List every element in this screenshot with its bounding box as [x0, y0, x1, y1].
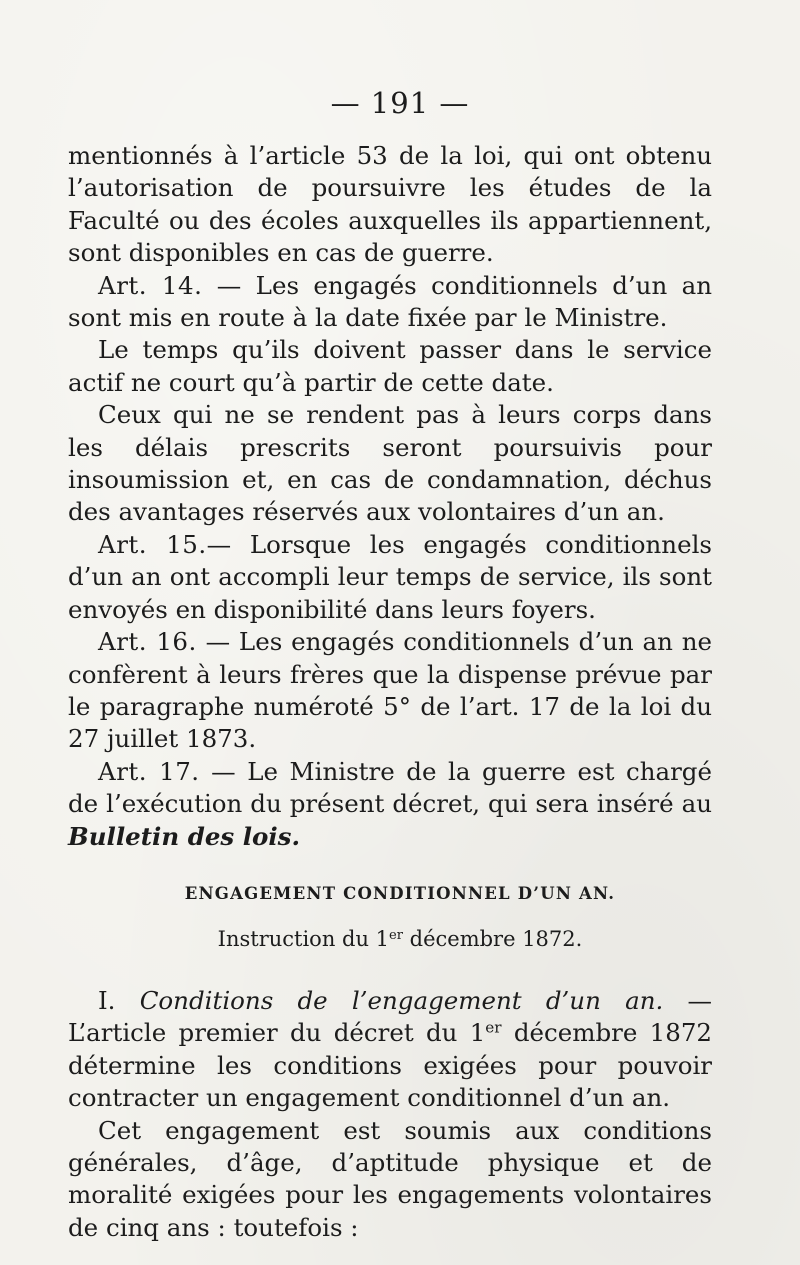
- paragraph-art-14: [68, 270, 712, 335]
- article-text: — Les engagés conditionnels d’un an sont mis en route à la date fixée par le Ministre.: [68, 270, 712, 333]
- paragraph-continuation: mentionnés à l’article 53 de la loi, qui ont obtenu l’autorisation de poursuivre les études de la Faculté ou des écoles auxquelles ils appartiennent, sont disponibles en cas de guerre.: [68, 141, 712, 268]
- article-text: — Lorsque les engagés conditionnels d’un an ont accompli leur temps de service, ils sont envoyés en disponibilité dans leurs foyers.: [68, 529, 712, 624]
- section-number: I.: [98, 986, 140, 1015]
- paragraph-text: décembre 1872 détermine les conditions exigées pour pouvoir contracter un engagement conditionnel d’un an.: [68, 1018, 712, 1113]
- paragraph-text: — L’article premier du décret du 1: [68, 986, 712, 1048]
- subheading-text: Instruction du 1: [217, 927, 390, 951]
- paragraph-insoumission: Ceux qui ne se rendent pas à leurs corps dans les délais prescrits seront poursuivis pour insoumission et, en cas de condamnation, déchus des avantages réservés aux volontaires d’un an.: [68, 400, 712, 527]
- paragraph-art-15: [68, 529, 712, 626]
- paragraph-art-17: [68, 756, 712, 853]
- subheading-date: décembre 1872.: [402, 927, 583, 951]
- paragraph-conditions: [68, 985, 712, 1115]
- article-label: Art. 14.: [98, 270, 203, 300]
- article-label: Art. 15.: [98, 529, 207, 559]
- article-label: Art. 16.: [98, 627, 197, 657]
- page-number: — 191 —: [330, 86, 470, 120]
- instruction-text: [68, 985, 712, 1244]
- paragraph-engagement-conditions: Cet engagement est soumis aux conditions générales, d’âge, d’aptitude physique et de moralité exigées pour les engagements volontaires de cinq ans : toutefois :: [68, 1115, 712, 1242]
- bulletin-title: Bulletin des lois.: [68, 821, 301, 851]
- paragraph-service-time: Le temps qu’ils doivent passer dans le service actif ne court qu’à partir de cette date.: [68, 335, 712, 397]
- section-heading: ENGAGEMENT CONDITIONNEL D’UN AN.: [184, 884, 616, 903]
- article-label: Art. 17.: [98, 756, 200, 786]
- article-text: — Les engagés conditionnels d’un an ne confèrent à leurs frères que la dispense prévue par le paragraphe numéroté 5° de l’art. 17 de la loi du 27 juillet 1873.: [68, 627, 712, 754]
- decree-text: [68, 140, 712, 853]
- section-subheading: [0, 927, 800, 951]
- article-text: — Le Ministre de la guerre est chargé de l’exécution du présent décret, qui sera inséré au: [68, 756, 712, 819]
- subheading-superscript: er: [389, 927, 403, 943]
- paragraph-art-16: [68, 626, 712, 756]
- superscript: er: [485, 1019, 502, 1038]
- section-title: Conditions de l’engagement d’un an.: [139, 986, 664, 1015]
